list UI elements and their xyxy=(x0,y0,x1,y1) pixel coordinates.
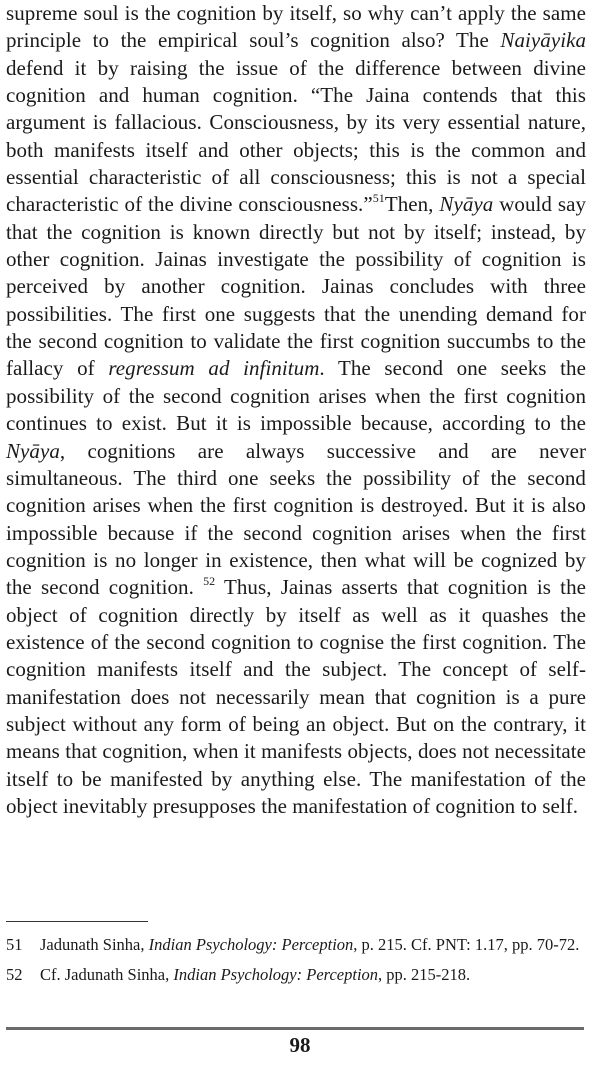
term-naiyayika: Naiyāyika xyxy=(500,28,586,53)
main-paragraph xyxy=(6,0,586,820)
footnote-52 xyxy=(6,964,586,985)
footnote-text xyxy=(40,964,586,985)
term-regressum: regressum ad infinitum xyxy=(108,356,320,381)
footnote-author: Cf. Jadunath Sinha, xyxy=(40,965,174,984)
text-segment: . The second one seeks the possibility of the second cognition arises when the first cognition continues to exist. But it is impossible because, according to the xyxy=(6,356,586,436)
footnote-pages: , p. 215. Cf. PNT: 1.17, pp. 70-72. xyxy=(353,935,580,954)
footnotes xyxy=(6,934,586,994)
text-segment: supreme soul is the cognition by itself, so why can’t apply the same principle to the empirical soul’s cognition also? The xyxy=(6,1,586,53)
footnote-pages: , pp. 215-218. xyxy=(378,965,471,984)
footnote-number: 51 xyxy=(6,935,23,954)
footnote-divider xyxy=(6,921,148,922)
footnote-ref-51[interactable]: 51 xyxy=(372,191,385,206)
page-number: 98 xyxy=(289,1033,311,1057)
footnote-51 xyxy=(6,934,586,955)
footnote-book-title: Indian Psychology: Perception xyxy=(173,965,379,984)
text-segment: Then, xyxy=(384,192,440,217)
text-segment: , cognitions are always successive and are never simultaneous. The third one seeks the possibility of the second cognition arises when the first cognition is destroyed. But it is also impossible because if the second cognition arises when the first cognition is no longer in existence, then what will be cognized by the second cognition. xyxy=(6,438,586,600)
text-segment: Thus, Jainas asserts that cognition is the object of cognition directly by itself as well as it quashes the existence of the second cognition to cognise the first cognition. The cognition manifests itself and the subject. The concept of self-manifestation does not necessarily mean that cognition is a pure subject without any form of being an object. But on the contrary, it means that cognition, when it manifests objects, does not necessitate itself to be manifested by anything else. The manifestation of the object inevitably presupposes the manifestation of cognition to self. xyxy=(6,575,586,818)
footnote-book-title: Indian Psychology: Perception xyxy=(148,935,354,954)
footnote-ref-52[interactable]: 52 xyxy=(203,574,216,589)
footnote-text xyxy=(40,934,586,955)
body-text xyxy=(6,0,586,820)
text-segment: defend it by raising the issue of the difference between divine cognition and human cognition. “The Jaina contends that this argument is fallacious. Consciousness, by its very essential nature, both manifests itself and other objects; this is the common and essential characteristic of all consciousness; this is not a special characteristic of the divine consciousness.” xyxy=(6,55,586,217)
page-footer-rule xyxy=(6,1027,584,1030)
footnote-number: 52 xyxy=(6,965,23,984)
text-segment: would say that the cognition is known directly but not by itself; instead, by other cognition. Jainas investigate the possibility of cognition is perceived by another cognition. Jainas concludes with three possibilities. The first one suggests that the unending demand for the second cognition to validate the first cognition succumbs to the fallacy of xyxy=(6,192,586,381)
term-nyaya: Nyāya xyxy=(439,192,494,217)
footnote-author: Jadunath Sinha, xyxy=(40,935,149,954)
term-nyaya: Nyāya xyxy=(6,438,60,463)
